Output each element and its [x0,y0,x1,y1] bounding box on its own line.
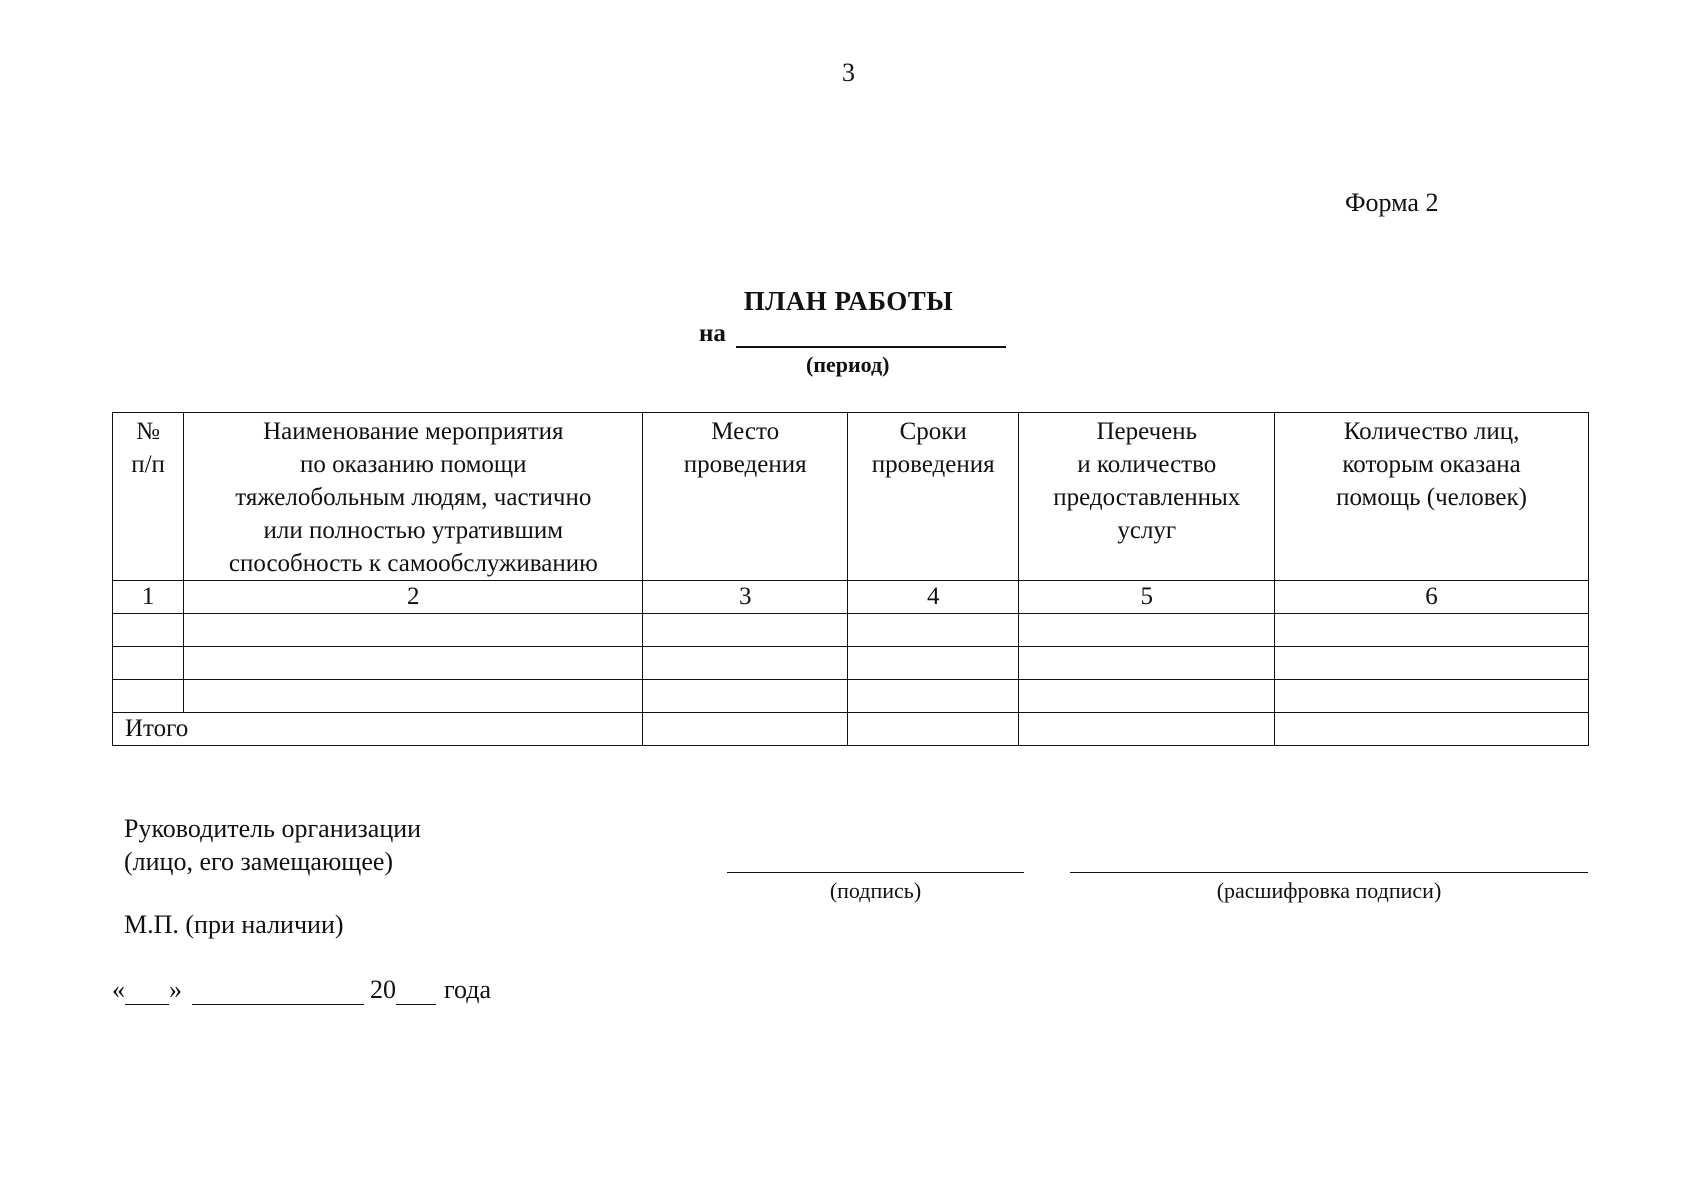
period-prefix: на [699,320,726,347]
table-row [113,680,1589,713]
column-number: 4 [847,581,1018,614]
header-col-4 [847,413,1018,581]
column-number: 1 [113,581,184,614]
header-col-3 [643,413,848,581]
plan-table [112,412,1589,746]
header-line: и количество [1077,451,1217,478]
header-col-5 [1019,413,1275,581]
header-line: способность к самообслуживанию [228,550,598,577]
table-cell [847,614,1018,647]
date-month-blank [192,980,364,1005]
table-cell [643,647,848,680]
table-cell [1019,614,1275,647]
table-cell [184,647,643,680]
table-cell [184,614,643,647]
header-line: Перечень [1096,418,1198,445]
table-cell [847,713,1018,746]
signature-decryption-caption: (расшифровка подписи) [1216,878,1442,903]
header-line: проведения [683,451,807,478]
table-cell [1019,680,1275,713]
table-cell [847,680,1018,713]
header-line: Наименование мероприятия [263,418,564,445]
column-number: 2 [184,581,643,614]
table-cell [1275,647,1589,680]
signature-line [727,872,1024,873]
table-cell [1275,614,1589,647]
date-line [112,975,491,1005]
column-number-row [113,581,1589,614]
header-line: услуг [1117,517,1177,544]
table-cell [847,647,1018,680]
total-row [113,713,1589,746]
table-cell [643,614,848,647]
stamp-label: М.П. (при наличии) [124,910,344,939]
date-century: 20 [370,975,396,1004]
period-line [699,320,1006,348]
header-line: проведения [871,451,995,478]
header-col-6 [1275,413,1589,581]
table-cell [1019,713,1275,746]
column-number: 6 [1275,581,1589,614]
date-open-quote: « [112,975,125,1004]
period-hint: (период) [806,352,890,377]
header-line: п/п [131,451,165,478]
period-blank [736,322,1006,348]
total-label: Итого [113,713,643,746]
form-label: Форма 2 [1345,188,1439,217]
date-close-quote: » [169,975,182,1004]
header-line: № [136,418,161,445]
signature-caption: (подпись) [829,878,922,903]
table-cell [113,647,184,680]
column-number: 5 [1019,581,1275,614]
signature-decryption-line [1070,872,1588,873]
header-col-2 [184,413,643,581]
header-line: или полностью утратившим [263,517,564,544]
header-line: Количество лиц, [1343,418,1520,445]
table-cell [184,680,643,713]
date-suffix: года [444,975,492,1004]
header-line: которым оказана [1342,451,1521,478]
header-line: помощь (человек) [1336,484,1527,511]
table-cell [1019,647,1275,680]
header-line: тяжелобольным людям, частично [235,484,592,511]
column-number: 3 [643,581,848,614]
table-cell [1275,680,1589,713]
header-line: Место [711,418,780,445]
table-row [113,647,1589,680]
header-row [113,413,1589,581]
header-line: предоставленных [1053,484,1241,511]
table-cell [643,713,848,746]
document-title: ПЛАН РАБОТЫ [743,286,954,316]
manager-deputy: (лицо, его замещающее) [124,847,394,876]
manager-block [124,812,421,878]
table-row [113,614,1589,647]
table-cell [113,680,184,713]
page-number: 3 [842,58,855,87]
table-cell [113,614,184,647]
header-col-1 [113,413,184,581]
table-cell [1275,713,1589,746]
header-line: Сроки [899,418,967,445]
manager-title: Руководитель организации [124,814,422,843]
date-day-blank [125,980,169,1005]
date-year-blank [396,980,436,1005]
table-cell [643,680,848,713]
header-line: по оказанию помощи [300,451,527,478]
